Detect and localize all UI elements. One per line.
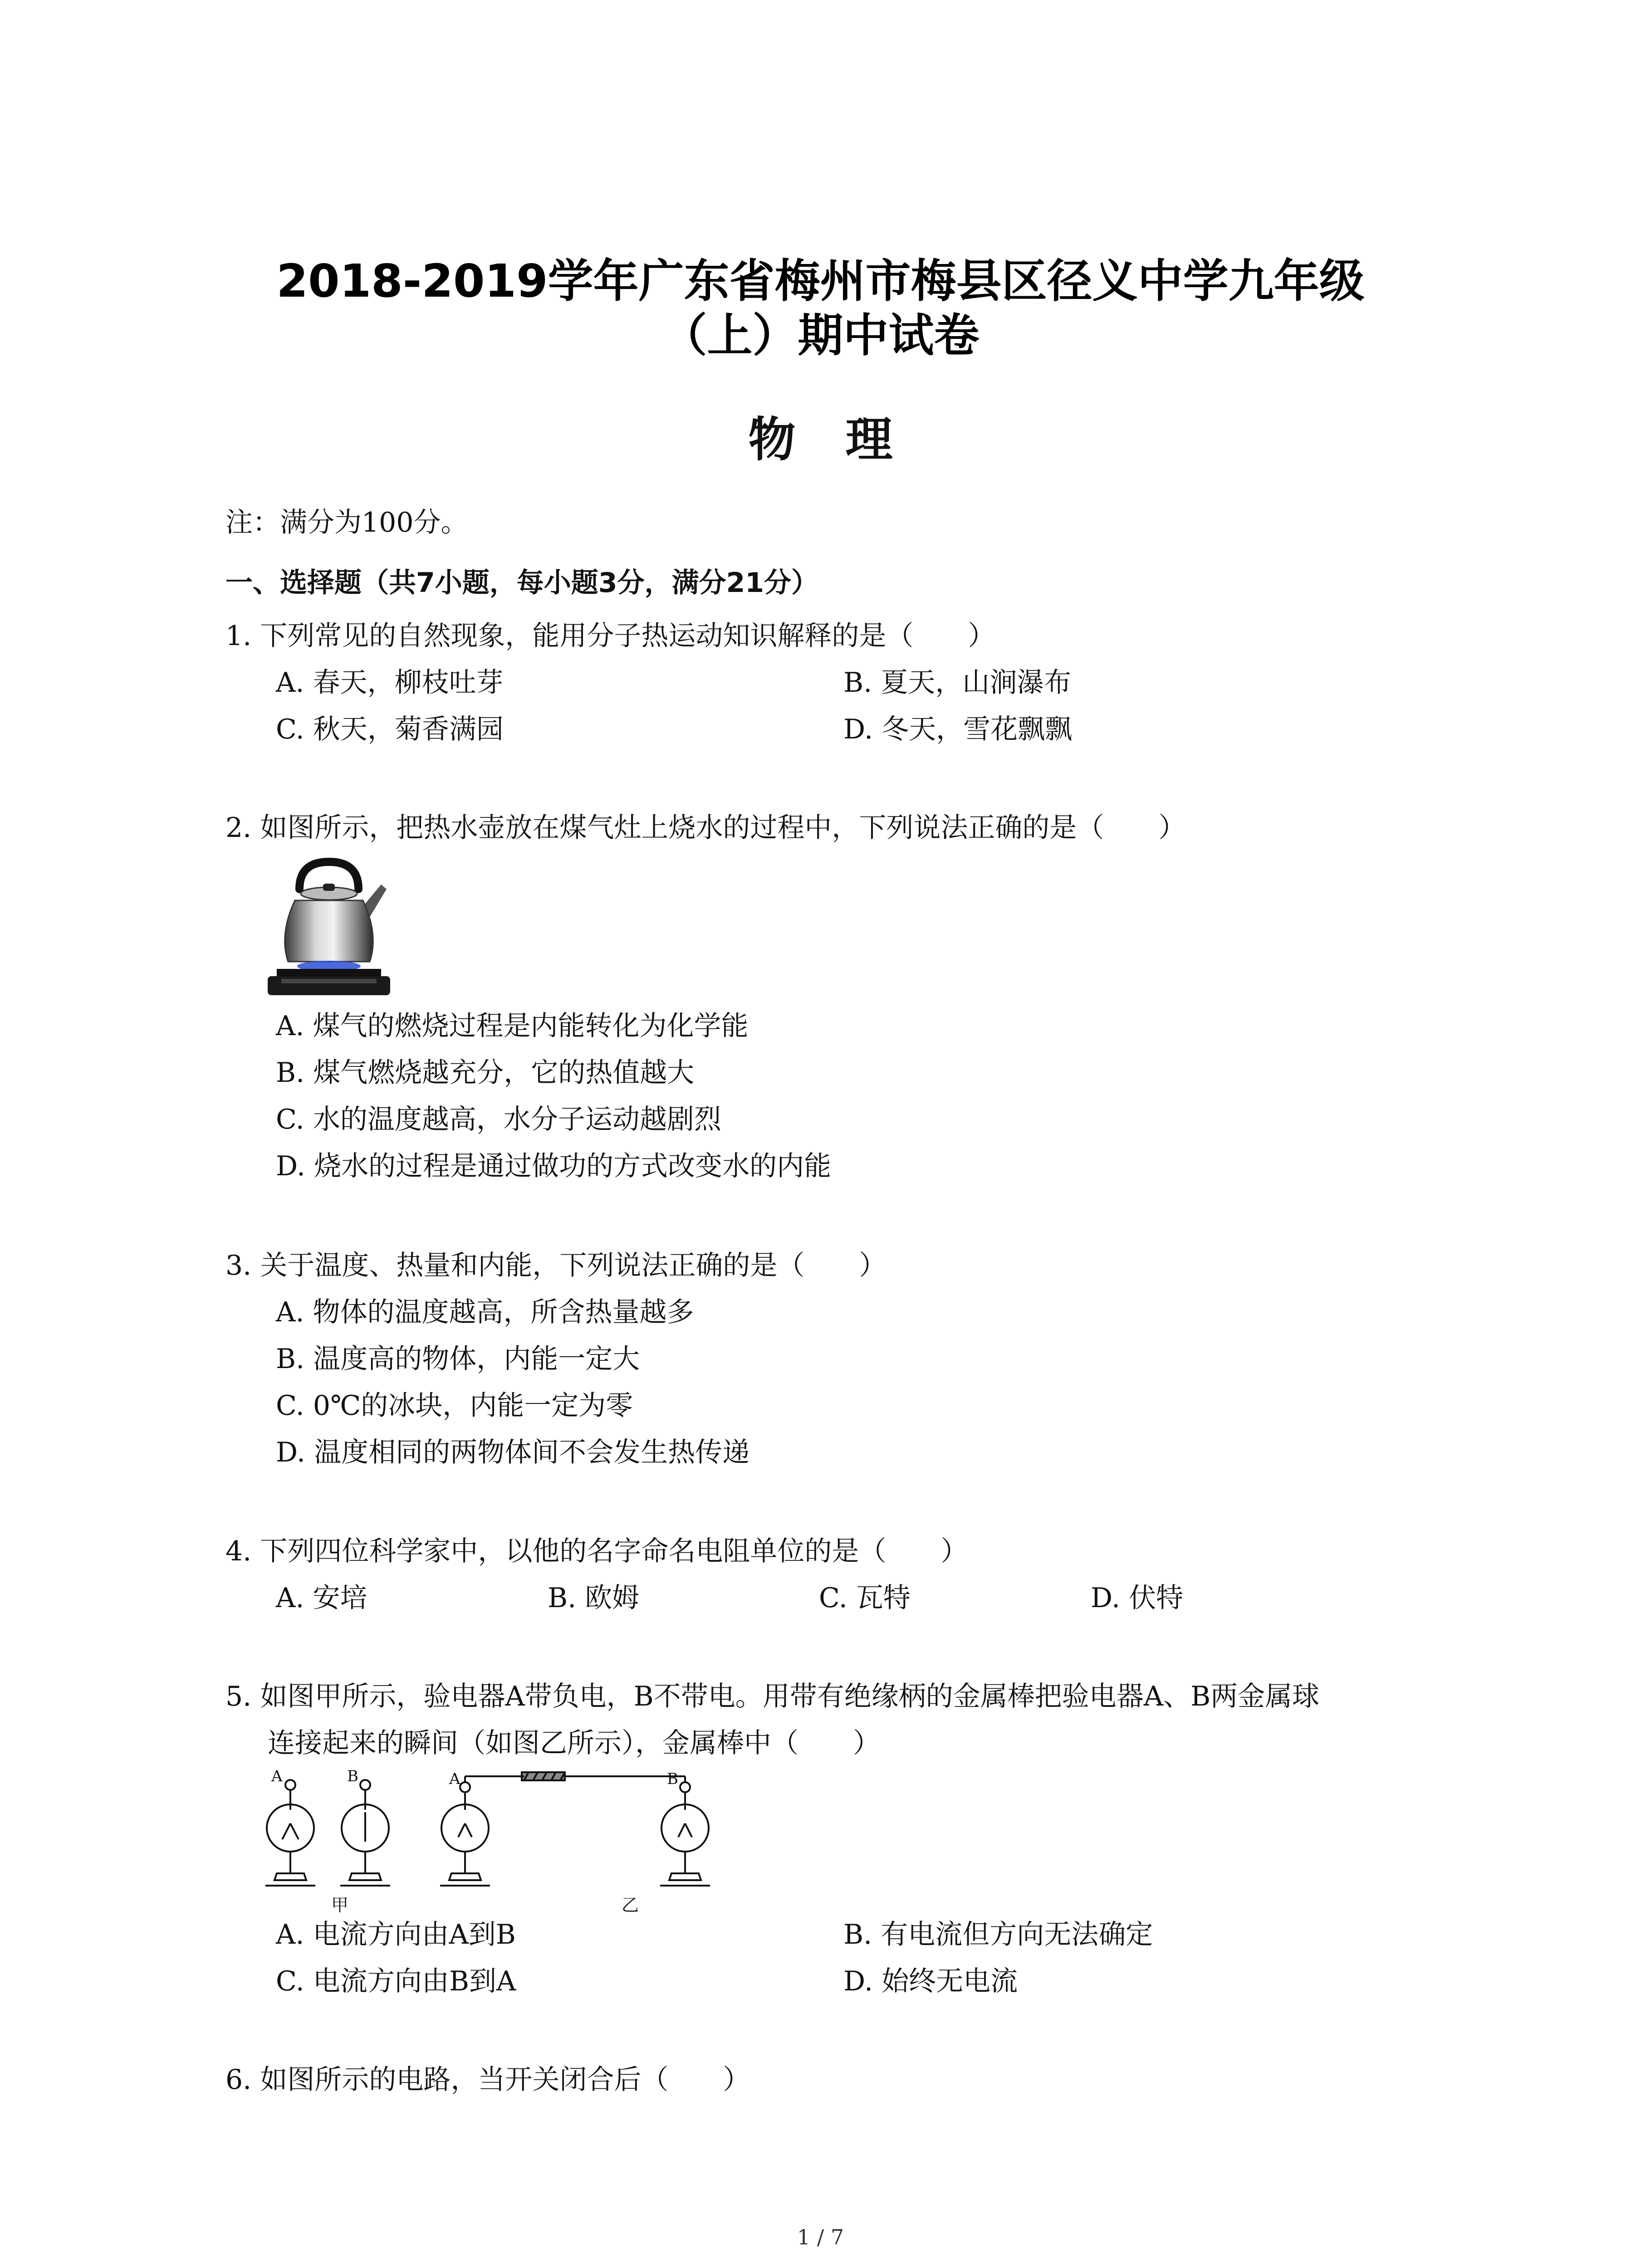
kettle-on-stove-figure <box>268 857 390 998</box>
section-heading: 一、选择题（共7小题，每小题3分，满分21分） <box>225 567 818 599</box>
question-5-option-b: B. 有电流但方向无法确定 <box>843 1919 1153 1950</box>
question-2-stem: 2. 如图所示，把热水壶放在煤气灶上烧水的过程中，下列说法正确的是（ ） <box>225 812 1186 844</box>
question-3-option-c: C. 0℃的冰块，内能一定为零 <box>276 1390 633 1422</box>
score-note: 注：满分为100分。 <box>225 507 468 538</box>
question-1-option-b: B. 夏天，山涧瀑布 <box>843 667 1072 699</box>
exam-title-line1: 2018-2019学年广东省梅州市梅县区径义中学九年级 <box>276 254 1365 308</box>
question-3-option-d: D. 温度相同的两物体间不会发生热传递 <box>276 1437 750 1468</box>
question-2-option-c: C. 水的温度越高，水分子运动越剧烈 <box>276 1104 721 1135</box>
question-4-option-b: B. 欧姆 <box>548 1582 640 1614</box>
question-6-stem: 6. 如图所示的电路，当开关闭合后（ ） <box>225 2064 750 2096</box>
question-4-option-d: D. 伏特 <box>1091 1582 1184 1614</box>
question-3-stem: 3. 关于温度、热量和内能，下列说法正确的是（ ） <box>225 1250 887 1281</box>
figure-label-a-jia: A <box>271 1767 283 1785</box>
question-5-option-c: C. 电流方向由B到A <box>276 1965 516 1997</box>
question-1-option-c: C. 秋天，菊香满园 <box>276 714 504 745</box>
question-2-option-b: B. 煤气燃烧越充分，它的热值越大 <box>276 1057 695 1089</box>
question-5-stem-line2: 连接起来的瞬间（如图乙所示），金属棒中（ ） <box>268 1727 880 1759</box>
figure-label-b-yi: B <box>667 1770 678 1788</box>
figure-caption-yi: 乙 <box>622 1895 639 1915</box>
question-5-option-a: A. 电流方向由A到B <box>276 1919 516 1950</box>
question-1-option-a: A. 春天，柳枝吐芽 <box>276 667 504 699</box>
question-4-option-a: A. 安培 <box>276 1582 367 1614</box>
subject-title: 物理 <box>748 412 943 467</box>
page-number: 1 / 7 <box>797 2225 844 2249</box>
figure-label-a-yi: A <box>449 1770 460 1788</box>
question-4-option-c: C. 瓦特 <box>819 1582 911 1614</box>
electroscope-figure <box>263 1767 744 1916</box>
exam-title-line2: （上）期中试卷 <box>661 309 980 362</box>
question-2-option-d: D. 烧水的过程是通过做功的方式改变水的内能 <box>276 1150 832 1182</box>
question-5-stem-line1: 5. 如图甲所示，验电器A带负电，B不带电。用带有绝缘柄的金属棒把验电器A、B两金属球 <box>225 1681 1320 1712</box>
figure-caption-jia: 甲 <box>331 1895 349 1915</box>
question-3-option-a: A. 物体的温度越高，所含热量越多 <box>276 1296 694 1328</box>
question-3-option-b: B. 温度高的物体，内能一定大 <box>276 1343 640 1375</box>
question-1-option-d: D. 冬天，雪花飘飘 <box>843 714 1073 745</box>
question-4-stem: 4. 下列四位科学家中，以他的名字命名电阻单位的是（ ） <box>225 1535 968 1567</box>
question-1-stem: 1. 下列常见的自然现象，能用分子热运动知识解释的是（ ） <box>225 620 995 652</box>
question-5-option-d: D. 始终无电流 <box>843 1965 1018 1997</box>
question-2-option-a: A. 煤气的燃烧过程是内能转化为化学能 <box>276 1010 749 1042</box>
figure-label-b-jia: B <box>347 1767 358 1785</box>
